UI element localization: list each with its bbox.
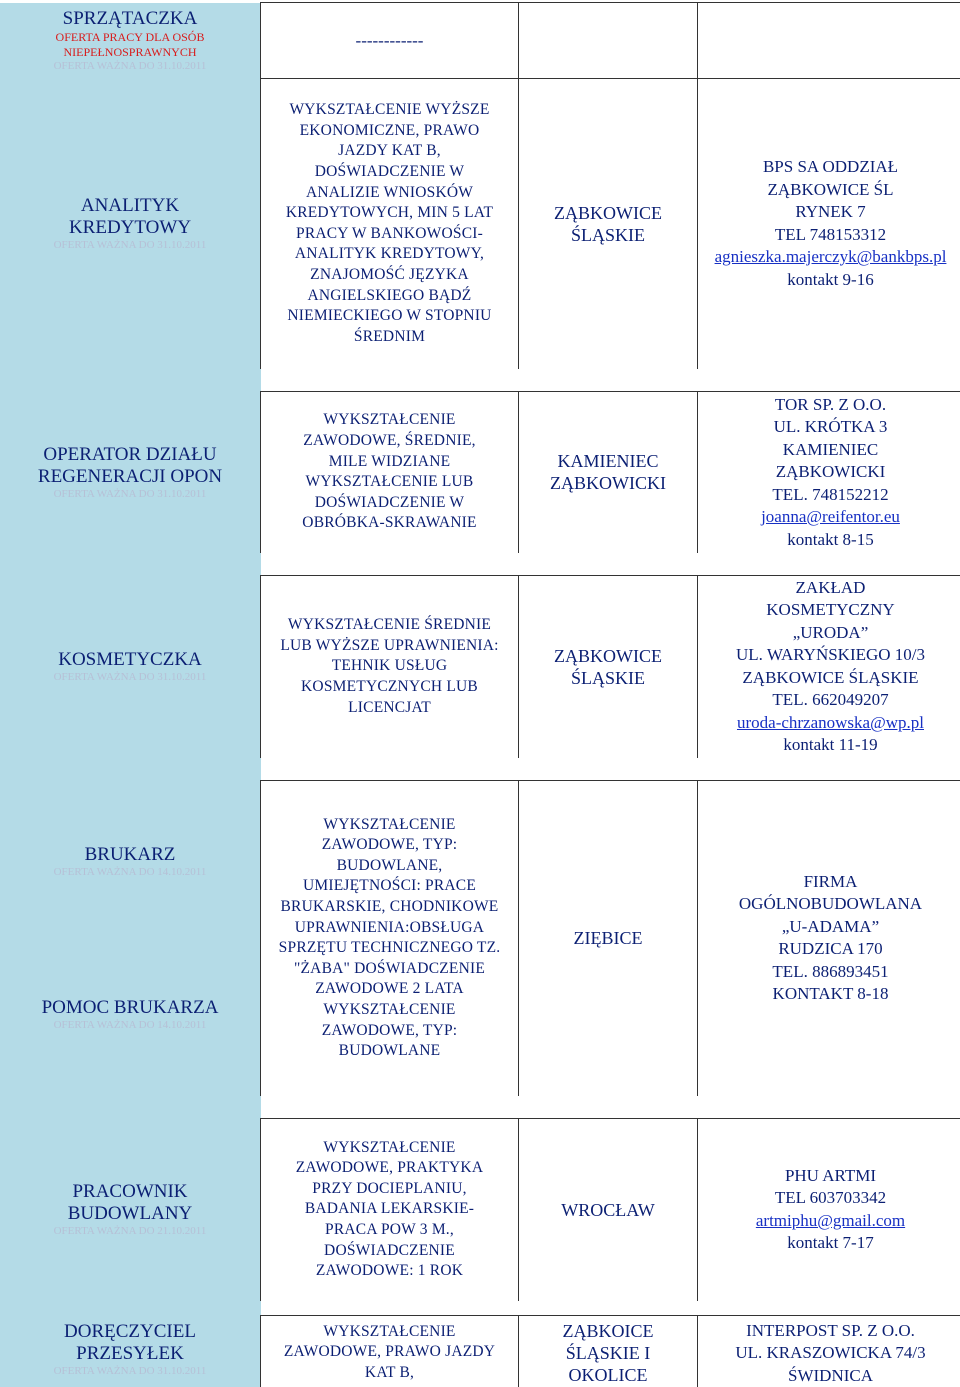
contact-email-link[interactable]: artmiphu@gmail.com	[698, 1210, 960, 1233]
job-title-cell	[0, 1315, 261, 1387]
place-cell	[519, 1315, 698, 1387]
contact-line: KOSMETYCZNY	[698, 599, 960, 622]
contact-cell	[698, 576, 960, 758]
contact-line: ZĄBKOWICKI	[698, 461, 960, 484]
requirements-text: WYKSZTAŁCENIE ZAWODOWE, PRAKTYKA PRZY DOCIEPLANIU, BADANIA LEKARSKIE- PRACA POW 3 M., DOŚWIADCZENIE ZAWODOWE: 1 ROK	[284, 1138, 496, 1282]
contact-line: KONTAKT 8-18	[698, 983, 960, 1006]
contact-cell	[698, 780, 960, 1096]
contact-line: „URODA”	[698, 622, 960, 645]
job-title: DORĘCZYCIEL PRZESYŁEK	[55, 1321, 205, 1365]
row-separator	[0, 758, 960, 781]
job-title: SPRZĄTACZKA	[0, 8, 260, 30]
contact-email-link[interactable]: joanna@reifentor.eu	[698, 506, 960, 529]
job-title: ANALITYK KREDYTOWY	[55, 195, 205, 239]
offer-row	[0, 391, 960, 553]
job-title-cell	[0, 79, 261, 369]
contact-line: TEL. 886893451	[698, 961, 960, 984]
contact-hours: kontakt 9-16	[698, 269, 960, 292]
contact-line: ZĄBKOWICE ŚLĄSKIE	[698, 667, 960, 690]
work-place: KAMIENIEC ZĄBKOWICKI	[538, 450, 678, 494]
valid-until: OFERTA WAŻNA DO 31.10.2011	[0, 671, 260, 684]
requirements-text: WYKSZTAŁCENIE ZAWODOWE, PRAWO JAZDY KAT B,	[284, 1322, 496, 1384]
work-place: ZĄBKOICE ŚLĄSKIE I OKOLICE	[538, 1320, 678, 1386]
offer-row	[0, 3, 960, 79]
place-cell	[519, 3, 698, 79]
contact-line: UL. WARYŃSKIEGO 10/3	[698, 644, 960, 667]
job-title: KOSMETYCZKA	[0, 649, 260, 671]
contact-cell	[698, 1315, 960, 1387]
offer-row	[0, 79, 960, 369]
job-offers-table	[0, 2, 960, 1387]
contact-line: TOR SP. Z O.O.	[698, 394, 960, 417]
contact-line: RUDZICA 170	[698, 938, 960, 961]
contact-line: RYNEK 7	[698, 201, 960, 224]
valid-until: OFERTA WAŻNA DO 31.10.2011	[0, 1365, 260, 1378]
contact-email-link[interactable]: uroda-chrzanowska@wp.pl	[698, 712, 960, 735]
work-place: ZĄBKOWICE ŚLĄSKIE	[538, 645, 678, 689]
place-cell	[519, 79, 698, 369]
contact-line: ZAKŁAD	[698, 577, 960, 600]
work-place: ZĄBKOWICE ŚLĄSKIE	[538, 202, 678, 246]
contact-line: „U-ADAMA”	[698, 916, 960, 939]
contact-email-link[interactable]: agnieszka.majerczyk@bankbps.pl	[712, 246, 950, 269]
valid-until: OFERTA WAŻNA DO 31.10.2011	[0, 239, 260, 252]
contact-line: BPS SA ODDZIAŁ	[698, 156, 960, 179]
job-title-cell	[0, 1119, 261, 1301]
row-separator	[0, 1096, 960, 1119]
contact-hours: kontakt 11-19	[698, 734, 960, 757]
work-place: ZIĘBICE	[519, 927, 697, 949]
offer-row	[0, 1119, 960, 1301]
contact-line: UL. KRASZOWICKA 74/3	[698, 1342, 960, 1365]
requirements-cell	[261, 3, 519, 79]
contact-line: INTERPOST SP. Z O.O.	[698, 1320, 960, 1343]
requirements-cell	[261, 79, 519, 369]
requirements-cell	[261, 1119, 519, 1301]
place-cell	[519, 391, 698, 553]
contact-line: TEL 603703342	[698, 1187, 960, 1210]
requirements-cell	[261, 780, 519, 1096]
contact-cell	[698, 79, 960, 369]
job-title-cell	[0, 391, 261, 553]
requirements-text: WYKSZTAŁCENIE ZAWODOWE, TYP: BUDOWLANE, UMIEJĘTNOŚCI: PRACE BRUKARSKIE, CHODNIKOWE UPRAWNIENIA:OBSŁUGA SPRZĘTU TECHNICZNEGO TZ. "ŻABA" DOŚWIADCZENIE ZAWODOWE 2 LATA WYKSZTAŁCENIE ZAWODOWE, TYP: BUDOWLANE	[279, 815, 501, 1062]
contact-line: FIRMA	[698, 871, 960, 894]
requirements-cell	[261, 1315, 519, 1387]
job-title-cell	[0, 576, 261, 758]
requirements-text: ------------	[261, 31, 518, 51]
valid-until: OFERTA WAŻNA DO 14.10.2011	[0, 866, 260, 879]
requirements-text: WYKSZTAŁCENIE WYŻSZE EKONOMICZNE, PRAWO JAZDY KAT B, DOŚWIADCZENIE W ANALIZIE WNIOSKÓW KREDYTOWYCH, MIN 5 LAT PRACY W BANKOWOŚCI-ANALITYK KREDYTOWY, ZNAJOMOŚĆ JĘZYKA ANGIELSKIEGO BĄDŹ NIEMIECKIEGO W STOPNIU ŚREDNIM	[279, 100, 501, 347]
offer-row	[0, 1315, 960, 1387]
valid-until-secondary: OFERTA WAŻNA DO 14.10.2011	[0, 1019, 260, 1032]
requirements-text: WYKSZTAŁCENIE ZAWODOWE, ŚREDNIE, MILE WIDZIANE WYKSZTAŁCENIE LUB DOŚWIADCZENIE W OBRÓBKA-SKRAWANIE	[282, 410, 497, 534]
contact-line: UL. KRÓTKA 3	[698, 416, 960, 439]
contact-line: ŚWIDNICA	[698, 1365, 960, 1387]
contact-line: KAMIENIEC	[698, 439, 960, 462]
job-title-cell	[0, 3, 261, 79]
row-separator	[0, 369, 960, 392]
job-title: BRUKARZ	[0, 844, 260, 866]
contact-hours: kontakt 7-17	[698, 1232, 960, 1255]
job-title-secondary: POMOC BRUKARZA	[0, 997, 260, 1019]
row-separator	[0, 553, 960, 576]
contact-hours: kontakt 8-15	[698, 529, 960, 552]
contact-line: TEL. 662049207	[698, 689, 960, 712]
row-separator	[0, 1301, 960, 1316]
requirements-cell	[261, 576, 519, 758]
contact-cell	[698, 3, 960, 79]
contact-line: OGÓLNOBUDOWLANA	[698, 893, 960, 916]
job-title: PRACOWNIK BUDOWLANY	[55, 1181, 205, 1225]
offer-row	[0, 780, 960, 1096]
valid-until: OFERTA WAŻNA DO 31.10.2011	[0, 488, 260, 501]
place-cell	[519, 576, 698, 758]
contact-line: TEL 748153312	[698, 224, 960, 247]
contact-line: PHU ARTMI	[698, 1165, 960, 1188]
valid-until: OFERTA WAŻNA DO 31.10.2011	[0, 60, 260, 73]
offer-row	[0, 576, 960, 758]
contact-line: TEL. 748152212	[698, 484, 960, 507]
contact-line: ZĄBKOWICE ŚL	[698, 179, 960, 202]
requirements-cell	[261, 391, 519, 553]
valid-until: OFERTA WAŻNA DO 21.10.2011	[0, 1225, 260, 1238]
job-title-cell	[0, 780, 261, 1096]
place-cell	[519, 1119, 698, 1301]
offer-note: OFERTA PRACY DLA OSÓB NIEPEŁNOSPRAWNYCH	[45, 30, 215, 60]
work-place: WROCŁAW	[519, 1199, 697, 1221]
place-cell	[519, 780, 698, 1096]
requirements-text: WYKSZTAŁCENIE ŚREDNIE LUB WYŻSZE UPRAWNIENIA: TEHNIK USŁUG KOSMETYCZNYCH LUB LICENCJAT	[277, 615, 502, 718]
job-title: OPERATOR DZIAŁU REGENERACJI OPON	[23, 444, 238, 488]
contact-cell	[698, 391, 960, 553]
contact-cell	[698, 1119, 960, 1301]
